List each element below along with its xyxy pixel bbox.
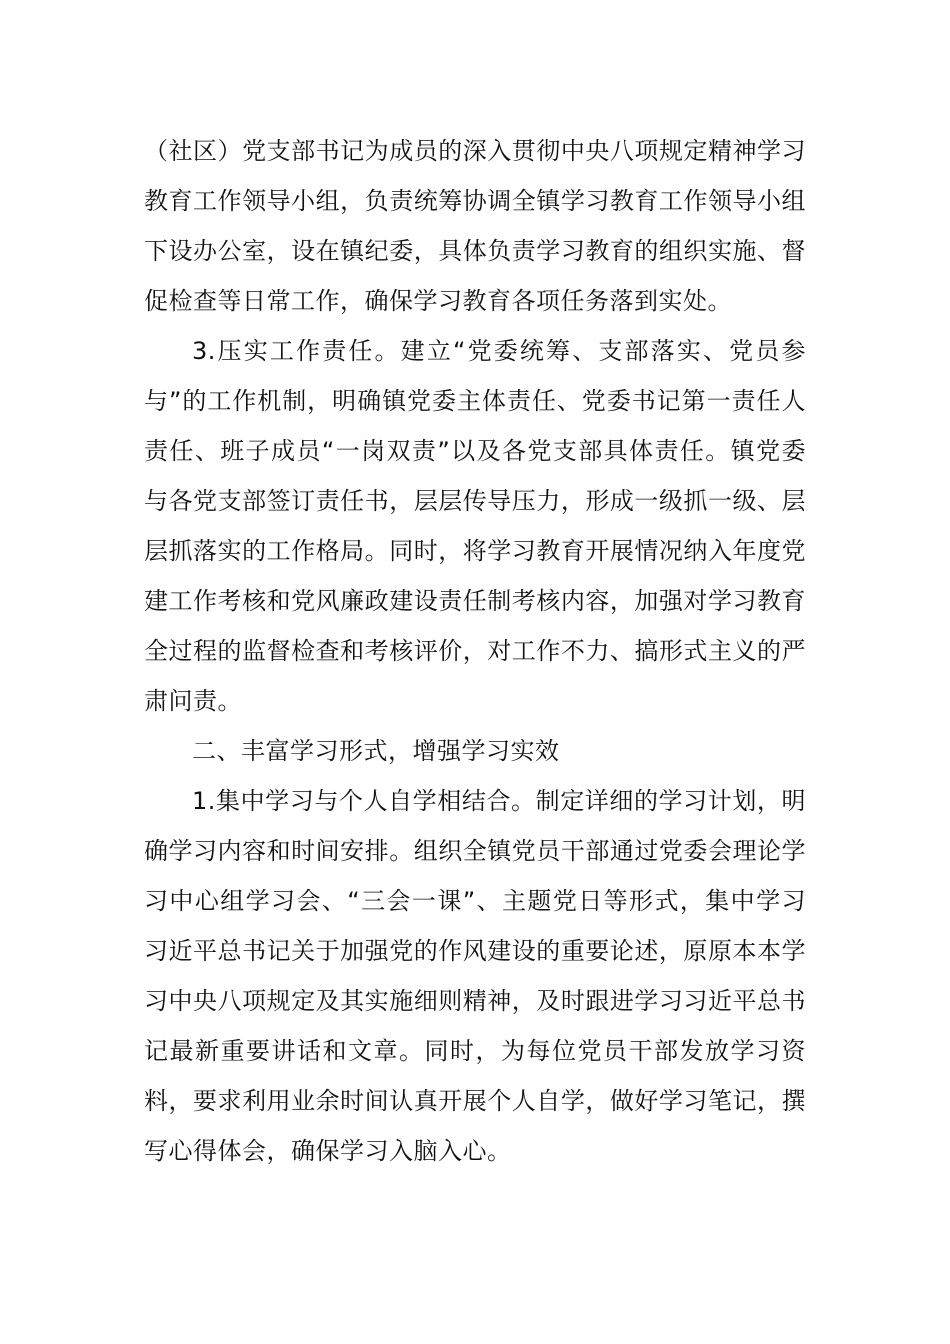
- section-heading: 二、丰富学习形式，增强学习实效: [192, 737, 560, 765]
- paragraph-continuation: （社区）党支部书记为成员的深入贯彻中央八项规定精神学习教育工作领导小组，负责统筹协调全镇学习教育工作领导小组下设办公室，设在镇纪委，具体负责学习教育的组织实施、督促检查等日常工作，确保学习教育各项任务落到实处。: [144, 137, 806, 315]
- paragraph-study-combination: 1.集中学习与个人自学相结合。制定详细的学习计划，明确学习内容和时间安排。组织全镇党员干部通过党委会理论学习中心组学习会、“三会一课”、主题党日等形式，集中学习习近平总书记关于加强党的作风建设的重要论述，原原本本学习中央八项规定及其实施细则精神，及时跟进学习习近平总书记最新重要讲话和文章。同时，为每位党员干部发放学习资料，要求利用业余时间认真开展个人自学，做好学习笔记，撰写心得体会，确保学习入脑入心。: [144, 787, 806, 1165]
- document-body: [144, 126, 806, 1176]
- paragraph-responsibility: 3.压实工作责任。建立“党委统筹、支部落实、党员参与”的工作机制，明确镇党委主体责任、党委书记第一责任人责任、班子成员“一岗双责”以及各党支部具体责任。镇党委与各党支部签订责任书，层层传导压力，形成一级抓一级、层层抓落实的工作格局。同时，将学习教育开展情况纳入年度党建工作考核和党风廉政建设责任制考核内容，加强对学习教育全过程的监督检查和考核评价，对工作不力、搞形式主义的严肃问责。: [144, 337, 806, 715]
